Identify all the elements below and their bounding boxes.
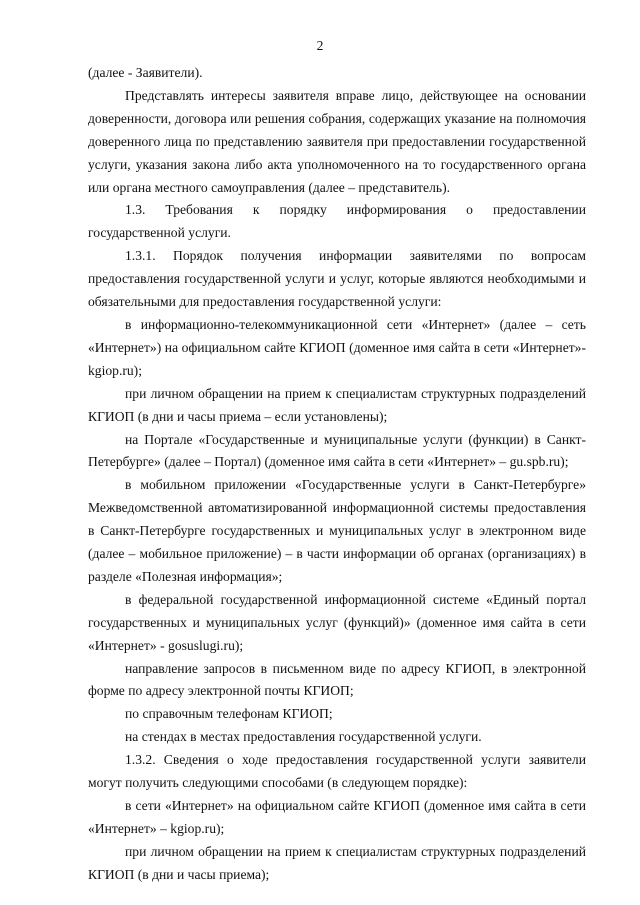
list-item-status-internet: в сети «Интернет» на официальном сайте КГИОП (доменное имя сайта в сети «Интернет» – kgiop.ru);: [88, 798, 586, 836]
page-number: 2: [316, 38, 324, 53]
list-item-personal-visit: при личном обращении на прием к специалистам структурных подразделений КГИОП (в дни и часы приема – если установлены);: [88, 385, 586, 424]
paragraph-applicants-note: (далее - Заявители).: [88, 65, 203, 80]
list-item-mobile-app: в мобильном приложении «Государственные услуги в Санкт-Петербурге» Межведомственной автоматизированной информационной системы предоставления в Санкт-Петербурге государственных и муниципальных услуг в электронном виде (далее – мобильное приложение) – в части информации об органах (организациях) в разделе «Полезная информация»;: [88, 477, 586, 584]
paragraph-section-1-3: 1.3. Требования к порядку информирования о предоставлении государственной услуги.: [88, 202, 586, 241]
list-item-stands: на стендах в местах предоставления государственной услуги.: [125, 729, 482, 745]
list-item-status-personal-visit: при личном обращении на прием к специалистам структурных подразделений КГИОП (в дни и часы приема);: [88, 843, 586, 882]
list-item-federal-portal: в федеральной государственной информационной системе «Единый портал государственных и муниципальных услуг (функций)» (доменное имя сайта в сети «Интернет» - gosuslugi.ru);: [88, 591, 586, 653]
paragraph-section-1-3-2: 1.3.2. Сведения о ходе предоставления государственной услуги заявители могут получить следующими способами (в следующем порядке):: [88, 752, 586, 791]
list-item-internet: в информационно-телекоммуникационной сети «Интернет» (далее – сеть «Интернет») на официальном сайте КГИОП (доменное имя сайта в сети «Интернет»- kgiop.ru);: [88, 316, 586, 378]
list-item-portal: на Портале «Государственные и муниципальные услуги (функции) в Санкт-Петербурге» (далее – Портал) (доменное имя сайта в сети «Интернет» – gu.spb.ru);: [88, 431, 586, 470]
paragraph-representative: Представлять интересы заявителя вправе лицо, действующее на основании доверенности, договора или решения собрания, содержащих указание на полномочия доверенного лица по представлению заявителя при предоставлении государственной услуги, указания закона либо акта уполномоченного на то государственного органа или органа местного самоуправления (далее – представитель).: [88, 87, 586, 195]
paragraph-section-1-3-1: 1.3.1. Порядок получения информации заявителями по вопросам предоставления государственной услуги и услуг, которые являются необходимыми и обязательными для предоставления государственной услуги:: [88, 248, 586, 310]
list-item-written-requests: направление запросов в письменном виде по адресу КГИОП, в электронной форме по адресу электронной почты КГИОП;: [88, 660, 586, 699]
list-item-phones: по справочным телефонам КГИОП;: [125, 706, 333, 722]
document-body: [88, 62, 586, 887]
